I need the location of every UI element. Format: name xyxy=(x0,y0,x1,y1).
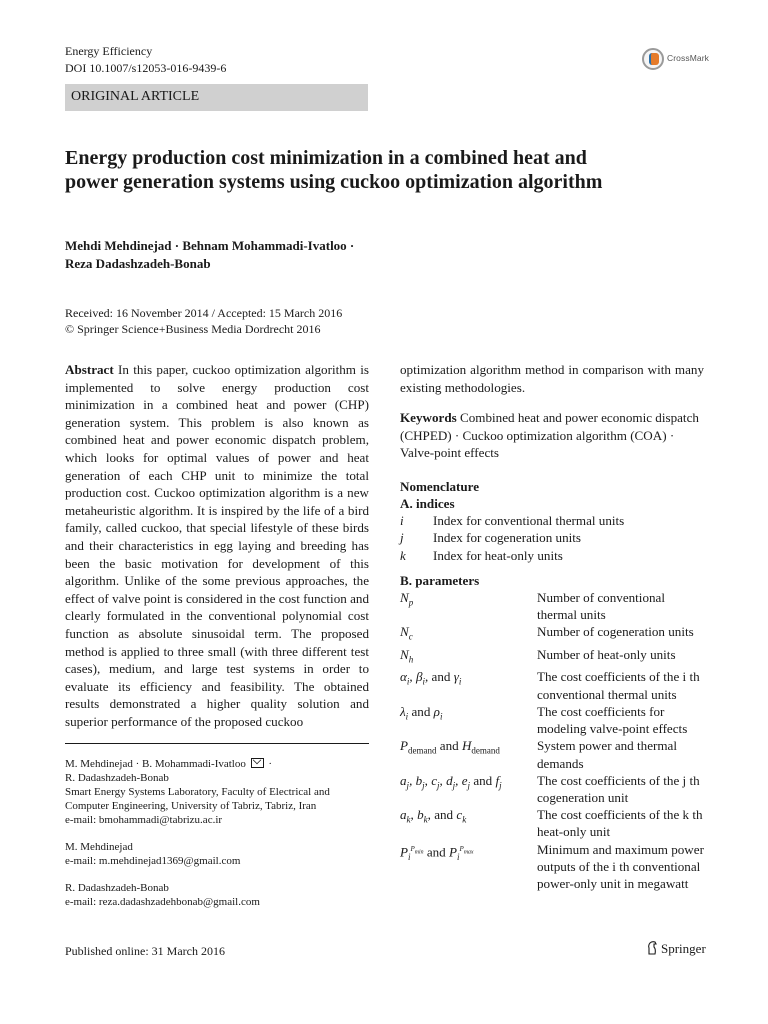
affiliations xyxy=(65,757,369,922)
parameter-desc: System power and thermal demands xyxy=(537,738,677,771)
parameter-row xyxy=(400,623,704,646)
parameters-title: B. parameters xyxy=(400,572,480,588)
parameter-row xyxy=(400,841,704,893)
index-symbol: i xyxy=(400,512,404,528)
parameter-row xyxy=(400,589,704,623)
keywords-label: Keywords xyxy=(400,410,457,426)
parameter-desc: Number of conventional thermal units xyxy=(537,589,665,623)
doi[interactable]: DOI 10.1007/s12053-016-9439-6 xyxy=(65,61,227,75)
mail-icon[interactable] xyxy=(251,758,264,768)
parameter-symbol: $\alpha_i$, $\beta_i$, and $\gamma_i$ xyxy=(400,669,462,688)
parameter-desc: The cost coefficients of the i th conventional thermal units xyxy=(537,669,700,702)
parameter-row xyxy=(400,668,704,702)
parameter-desc: Number of cogeneration units xyxy=(537,624,694,640)
springer-horse-icon xyxy=(646,941,658,955)
parameter-symbol: $N_p$ xyxy=(400,589,414,608)
article-dates xyxy=(65,306,342,337)
author-line-1: Mehdi Mehdinejad · Behnam Mohammadi-Ivatloo · xyxy=(65,238,355,253)
corresponding-authors: M. Mehdinejad · B. Mohammadi-Ivatloo xyxy=(65,758,246,770)
parameter-symbol: $P_i^{P_{min}}$ and $P_i^{P_{max}}$ xyxy=(400,843,474,862)
parameter-desc: The cost coefficients of the j th cogeneration unit xyxy=(537,772,700,805)
received-accepted: Received: 16 November 2014 / Accepted: 15 March 2016 xyxy=(65,306,343,320)
publisher-logo xyxy=(646,941,706,957)
affiliation-lab: Smart Energy Systems Laboratory, Faculty of Electrical and Computer Engineering, University of Tabriz, Tabriz, Iran xyxy=(65,786,330,812)
index-row xyxy=(400,529,704,546)
parameter-row xyxy=(400,703,704,737)
crossmark-badge[interactable] xyxy=(640,45,709,75)
publisher-name: Springer xyxy=(661,941,706,956)
author-list xyxy=(65,237,395,273)
journal-name: Energy Efficiency xyxy=(65,44,153,58)
footnote-divider xyxy=(65,743,369,744)
keywords xyxy=(400,409,704,462)
keywords-text: Combined heat and power economic dispatch (CHPED) · Cuckoo optimization algorithm (COA) · Valve-point effects xyxy=(400,410,699,461)
crossmark-label: CrossMark xyxy=(667,53,709,63)
index-desc: Index for heat-only units xyxy=(433,547,563,563)
parameter-row xyxy=(400,772,704,806)
parameter-symbol: $\lambda_i$ and $\rho_i$ xyxy=(400,703,443,722)
nomenclature-title: Nomenclature xyxy=(400,478,480,494)
index-symbol: k xyxy=(400,547,406,563)
email-link[interactable]: e-mail: m.mehdinejad1369@gmail.com xyxy=(65,855,241,867)
parameter-desc: Number of heat-only units xyxy=(537,646,676,662)
abstract-text: In this paper, cuckoo optimization algorithm is implemented to solve energy production cost minimization in a combined heat and power (CHP) generation system. This problem is also known as combined heat and power economic dispatch problem, which looks for optimal values of power and heat generation of each CHP unit to minimize the total production cost. Cuckoo optimization algorithm is a new metaheuristic algorithm. It is inspired by the life of a bird family, called cuckoo, that special lifestyle of these birds and their characteristics in egg laying and breeding has been the basic motivation for development of this algorithm. Unlike of the some previous approaches, the effect of valve point is considered in the cost function and clearly formulated in the conventional polynomial cost function as absolute sinusoidal term. The proposed method is applied to three small (with three different test cases), medium, and large test systems in order to evaluate its efficiency and feasibility. The obtained results demonstrated a higher quality solution and superior performance of the proposed cuckoo xyxy=(65,362,369,729)
copyright: © Springer Science+Business Media Dordrecht 2016 xyxy=(65,321,321,336)
abstract-continued: optimization algorithm method in comparison with many existing methodologies. xyxy=(400,362,704,395)
parameter-symbol: $N_c$ xyxy=(400,624,413,642)
author-line-2: Reza Dadashzadeh-Bonab xyxy=(65,256,211,271)
email-link[interactable]: e-mail: reza.dadashzadehbonab@gmail.com xyxy=(65,896,260,908)
parameter-row xyxy=(400,646,704,669)
author-name: M. Mehdinejad xyxy=(65,841,133,853)
abstract-left xyxy=(65,361,369,730)
parameter-symbol: $a_k$, $b_k$, and $c_k$ xyxy=(400,807,467,825)
parameter-desc: The cost coefficients for modeling valve-point effects xyxy=(537,703,688,737)
index-symbol: j xyxy=(400,530,404,546)
indices-title: A. indices xyxy=(400,495,455,511)
parameter-desc: Minimum and maximum power outputs of the i th conventional power-only unit in megawatt xyxy=(537,841,704,891)
parameter-row xyxy=(400,737,704,771)
corresponding-tail: · xyxy=(268,758,273,770)
index-row xyxy=(400,547,704,564)
author-name: R. Dadashzadeh-Bonab xyxy=(65,882,169,894)
article-type-banner: ORIGINAL ARTICLE xyxy=(65,84,368,111)
parameter-desc: The cost coefficients of the k th heat-only unit xyxy=(537,807,703,840)
crossmark-icon xyxy=(642,48,664,70)
article-title: Energy production cost minimization in a combined heat and power generation systems using cuckoo optimization algorithm xyxy=(65,147,603,193)
index-desc: Index for cogeneration units xyxy=(433,530,581,546)
journal-header xyxy=(65,43,226,77)
index-desc: Index for conventional thermal units xyxy=(433,512,625,528)
author-name: R. Dadashzadeh-Bonab xyxy=(65,772,169,784)
index-row xyxy=(400,512,704,529)
abstract-label: Abstract xyxy=(65,362,114,377)
parameter-row xyxy=(400,806,704,840)
parameter-symbol: $a_j$, $b_j$, $c_j$, $d_j$, $e_j$ and $f_j$ xyxy=(400,772,502,791)
email-link[interactable]: e-mail: bmohammadi@tabrizu.ac.ir xyxy=(65,814,223,826)
parameter-symbol: $N_h$ xyxy=(400,646,414,665)
published-date: Published online: 31 March 2016 xyxy=(65,944,225,958)
right-column xyxy=(400,361,704,892)
parameter-symbol: $P_{demand}$ and $H_{demand}$ xyxy=(400,738,500,756)
